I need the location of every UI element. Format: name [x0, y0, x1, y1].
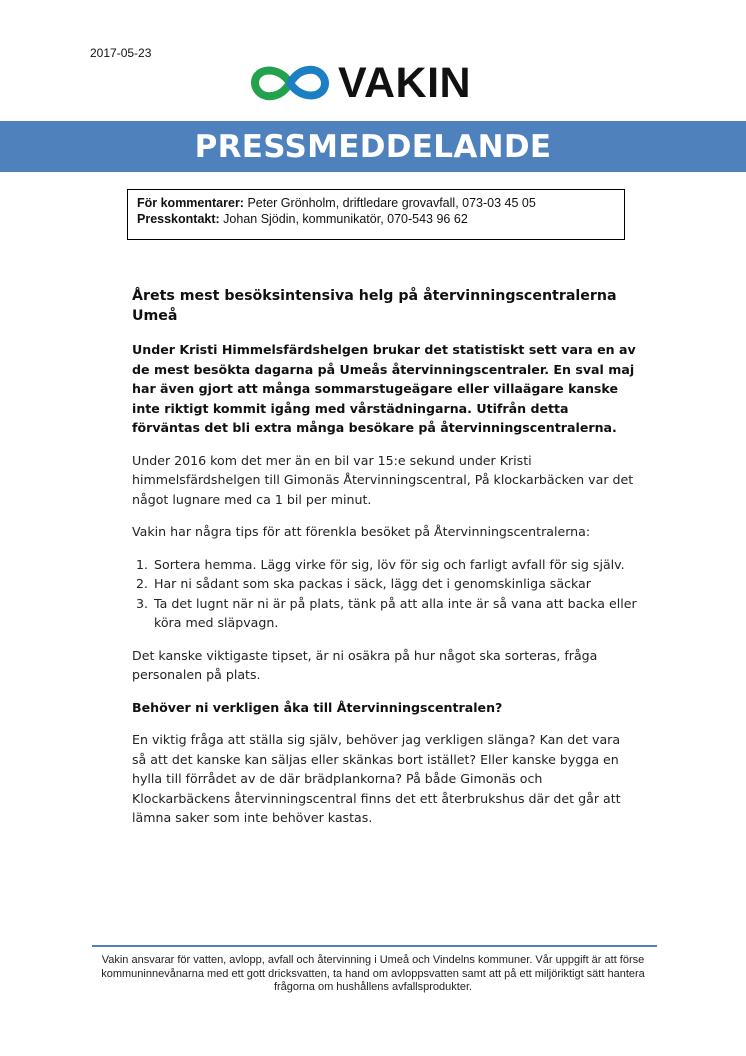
footer-text: Vakin ansvarar för vatten, avlopp, avfall och återvinning i Umeå och Vindelns kommuner. Vår uppgift är att förse kommuninnevånarna med ett gott dricksvatten, ta hand om avloppsvatten samt att på ett miljöriktigt sätt hantera frågorna om hushållens avfallsprodukter.	[101, 954, 645, 993]
contact-box	[127, 189, 625, 240]
vakin-logo	[250, 58, 471, 108]
article-subheading: Behöver ni verkligen åka till Återvinningscentralen?	[132, 699, 503, 715]
press-release-banner	[0, 121, 746, 172]
article-lead: Under Kristi Himmelsfärdshelgen brukar det statistiskt sett vara en av de mest besökta dagarna på Umeås återvinningscentraler. En sval maj har även gjort att många sommarstugeägare eller villaägare kanske inte riktigt kommit igång med vårstädningarna. Utifrån detta förväntas det bli extra många besökare på återvinningscentralerna.	[132, 342, 636, 435]
article-body	[132, 286, 637, 841]
comment-label: För kommentarer:	[137, 196, 244, 210]
article-headline: Årets mest besöksintensiva helg på återvinningscentralerna Umeå	[132, 288, 617, 324]
list-item: 2. Har ni sådant som ska packas i säck, lägg det i genomskinliga säckar	[152, 574, 637, 594]
footer-divider	[92, 945, 657, 947]
tips-list	[132, 555, 637, 633]
paragraph-tips-intro: Vakin har några tips för att förenkla besöket på Återvinningscentralerna:	[132, 524, 591, 539]
comment-value: Peter Grönholm, driftledare grovavfall, 073-03 45 05	[243, 196, 536, 210]
logo-text: VAKIN	[338, 58, 472, 107]
paragraph-statistics: Under 2016 kom det mer än en bil var 15:e sekund under Kristi himmelsfärdshelgen till Gimonäs Återvinningscentral, På klockarbäcken var det något lugnare med ca 1 bil per minut.	[132, 452, 634, 507]
banner-title: PRESSMEDDELANDE	[194, 128, 552, 165]
list-item: 3. Ta det lugnt när ni är på plats, tänk på att alla inte är så vana att backa eller köra med släpvagn.	[152, 594, 637, 633]
paragraph-reuse: En viktig fråga att ställa sig själv, behöver jag verkligen slänga? Kan det vara så att det kanske kan säljas eller skänkas bort istället? Eller kanske bygga en hylla till förrådet av de där brädplankorna? På både Gimonäs och Klockarbäckens återvinningscentral finns det ett återbrukshus där det går att lämna saker som inte behöver kastas.	[132, 732, 621, 825]
paragraph-staff-tip: Det kanske viktigaste tipset, är ni osäkra på hur något ska sorteras, fråga personalen på plats.	[132, 647, 598, 682]
press-contact-line	[137, 211, 615, 227]
document-date: 2017-05-23	[90, 46, 152, 60]
press-value: Johan Sjödin, kommunikatör, 070-543 96 62	[219, 212, 468, 226]
comment-contact-line	[137, 195, 615, 211]
vakin-logo-icon	[250, 60, 330, 106]
press-label: Presskontakt:	[137, 212, 220, 226]
list-item: 1. Sortera hemma. Lägg virke för sig, löv för sig och farligt avfall för sig själv.	[152, 555, 637, 575]
